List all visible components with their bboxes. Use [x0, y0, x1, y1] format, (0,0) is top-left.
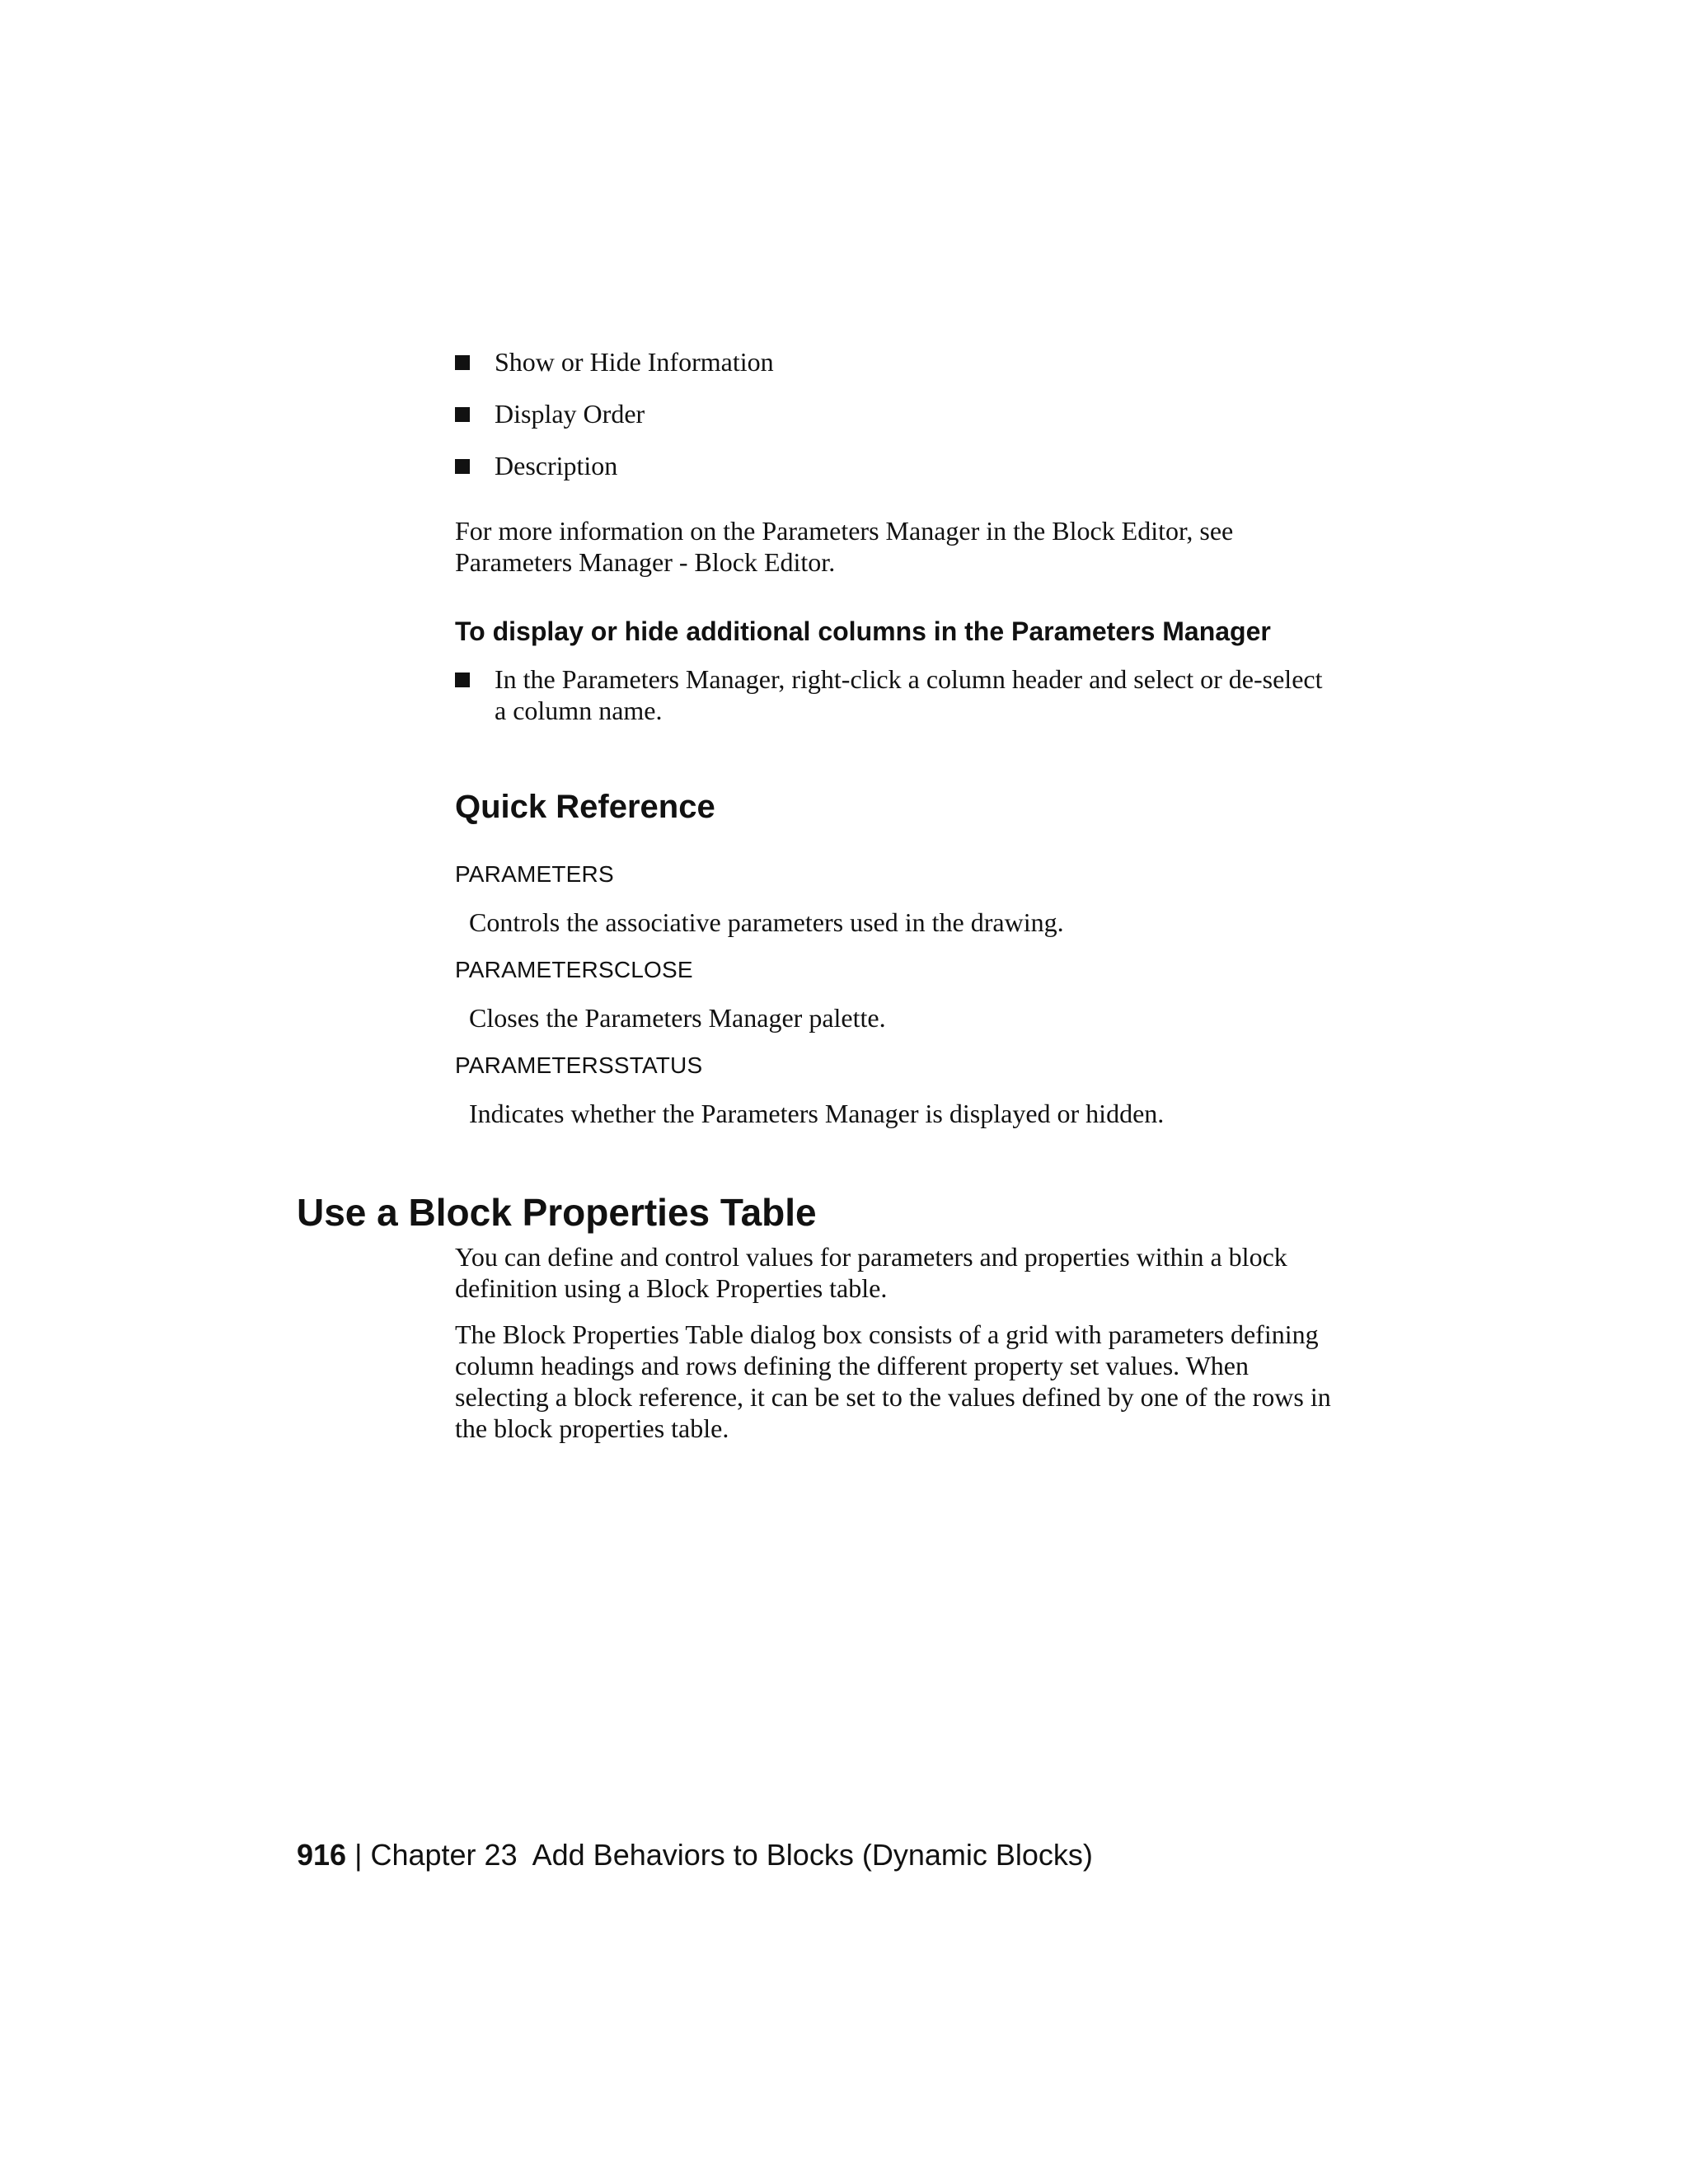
- command-name: PARAMETERSCLOSE: [455, 957, 693, 982]
- list-item-text: Show or Hide Information: [495, 347, 774, 377]
- square-bullet-icon: [455, 355, 470, 370]
- list-item: [455, 398, 1329, 429]
- command-name: PARAMETERS: [455, 861, 614, 887]
- footer-separator: |: [354, 1838, 363, 1872]
- command-name: PARAMETERSSTATUS: [455, 1052, 703, 1078]
- section-paragraph-1: You can define and control values for parameters and properties within a block definition using a Block Properties table.: [455, 1242, 1287, 1303]
- more-info-paragraph: For more information on the Parameters Manager in the Block Editor, see Parameters Manager - Block Editor.: [455, 516, 1234, 577]
- procedure-heading: To display or hide additional columns in the Parameters Manager: [455, 616, 1271, 646]
- list-item: [455, 346, 1329, 377]
- list-item-text: Display Order: [495, 399, 645, 429]
- command-description: Indicates whether the Parameters Manager is displayed or hidden.: [469, 1099, 1165, 1128]
- footer-chapter: Chapter 23: [370, 1838, 518, 1872]
- procedure-step: [455, 663, 1337, 726]
- section-paragraph-2: The Block Properties Table dialog box consists of a grid with parameters defining column headings and rows defining the different property set values. When selecting a block reference, it can be set to the values defined by one of the rows in the block properties table.: [455, 1319, 1331, 1443]
- square-bullet-icon: [455, 459, 470, 474]
- footer-chapter-title: Add Behaviors to Blocks (Dynamic Blocks): [532, 1838, 1093, 1872]
- square-bullet-icon: [455, 407, 470, 422]
- section-heading: Use a Block Properties Table: [297, 1191, 817, 1234]
- square-bullet-icon: [455, 673, 470, 687]
- list-item: [455, 450, 1329, 481]
- command-description: Controls the associative parameters used in the drawing.: [469, 907, 1064, 937]
- page-footer: [297, 1838, 1093, 1872]
- quick-reference-heading: Quick Reference: [455, 789, 715, 825]
- options-list: [455, 346, 1329, 502]
- page-number: 916: [297, 1838, 347, 1872]
- command-description: Closes the Parameters Manager palette.: [469, 1003, 886, 1033]
- procedure-step-text: In the Parameters Manager, right-click a column header and select or de-select a column name.: [495, 664, 1323, 725]
- list-item-text: Description: [495, 451, 618, 480]
